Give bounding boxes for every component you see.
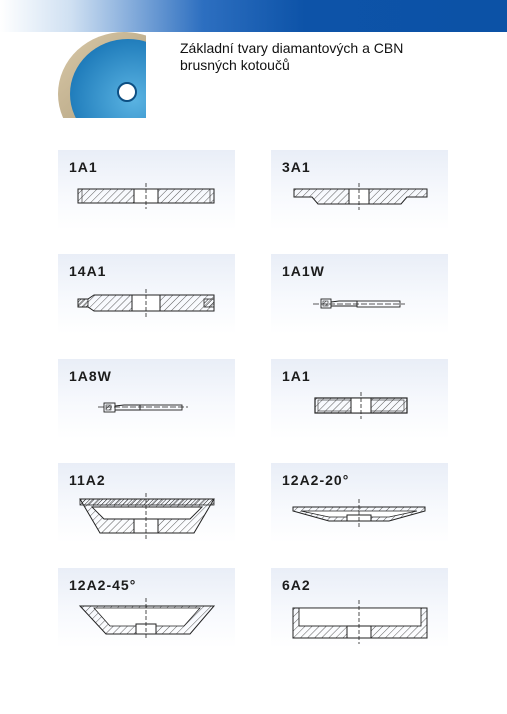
page-title [180,40,480,74]
shape-label: 1A1 [69,159,98,175]
header-band [0,0,507,32]
diamond-wheel-photo [58,32,146,118]
profile-drawing-3a1 [271,150,448,230]
shape-label: 1A1W [282,263,325,279]
shape-label: 14A1 [69,263,107,279]
shape-label: 6A2 [282,577,311,593]
shape-card-12a2-45 [58,568,235,648]
profile-drawing-1a8w [58,359,235,439]
shape-card-1a1-thick [271,359,448,439]
profile-drawing-12a2-45 [58,568,235,648]
shape-card-3a1 [271,150,448,230]
profile-drawing-14a1 [58,254,235,334]
profile-drawing-1a1-thick [271,359,448,439]
shape-card-12a2-20 [271,463,448,543]
shape-label: 3A1 [282,159,311,175]
title-line-2: brusných kotoučů [180,57,290,73]
shape-card-1a1 [58,150,235,230]
profile-drawing-1a1w [271,254,448,334]
title-line-1: Základní tvary diamantových a CBN [180,40,404,56]
profile-drawing-11a2 [58,463,235,543]
shape-label: 1A8W [69,368,112,384]
profile-drawing-12a2-20 [271,463,448,543]
shape-card-1a8w [58,359,235,439]
shape-label: 11A2 [69,472,106,488]
shape-card-14a1 [58,254,235,334]
profile-drawing-6a2 [271,568,448,648]
shape-card-11a2 [58,463,235,543]
shape-label: 12A2-45° [69,577,137,593]
shape-label: 1A1 [282,368,311,384]
shape-label: 12A2-20° [282,472,350,488]
profile-drawing-1a1 [58,150,235,230]
shape-card-6a2 [271,568,448,648]
shape-card-1a1w [271,254,448,334]
